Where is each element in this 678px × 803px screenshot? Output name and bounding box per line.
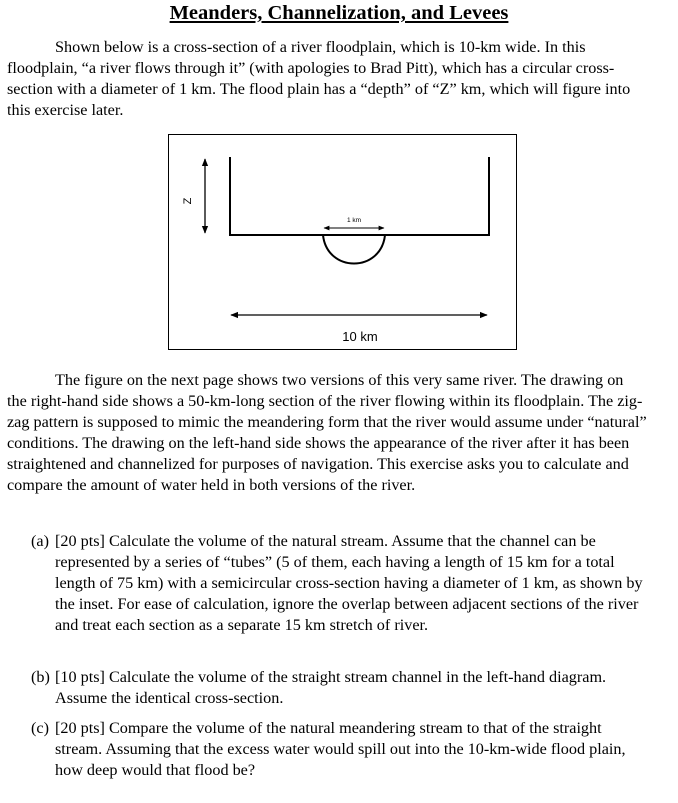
question-b-label: (b) — [31, 668, 50, 686]
question-a — [31, 531, 651, 636]
floodplain-width-label: 10 km — [342, 329, 378, 344]
floodplain-cross-section-figure — [168, 134, 517, 350]
channel-width-label: 1 km — [346, 217, 362, 224]
description-paragraph — [7, 370, 647, 495]
question-c-label: (c) — [31, 719, 49, 737]
intro-paragraph — [7, 37, 647, 121]
depth-label: Z — [182, 197, 194, 205]
page-title: Meanders, Channelization, and Levees — [169, 2, 509, 24]
intro-text: Shown below is a cross-section of a river floodplain, which is 10-km wide. In this floodplain, “a river flows through it” (with apologies to Brad Pitt), which has a circular cross-section with a diameter of 1 km. The flood plain has a “depth” of “Z” km, which will figure into this exercise later. — [7, 38, 631, 119]
cross-section-diagram — [169, 135, 518, 351]
question-b-text: [10 pts] Calculate the volume of the straight stream channel in the left-hand diagram. Assume the identical cross-section. — [55, 668, 607, 707]
question-b — [31, 667, 651, 709]
question-c — [31, 718, 651, 781]
question-a-label: (a) — [31, 532, 49, 550]
question-c-text: [20 pts] Compare the volume of the natural meandering stream to that of the straight stream. Assuming that the excess water would spill out into the 10-km-wide flood plain, how deep would that flood be? — [55, 719, 626, 779]
description-text: The figure on the next page shows two versions of this very same river. The drawing on the right-hand side shows a 50-km-long section of the river flowing within its floodplain. The zig-zag pattern is supposed to mimic the meandering form that the river would assume under “natural” conditions. The drawing on the left-hand side shows the appearance of the river after it has been straightened and channelized for purposes of navigation. This exercise asks you to calculate and compare the amount of water held in both versions of the river. — [7, 371, 647, 494]
question-a-text: [20 pts] Calculate the volume of the natural stream. Assume that the channel can be represented by a series of “tubes” (5 of them, each having a length of 15 km for a total length of 75 km) with a semicircular cross-section having a diameter of 1 km, as shown by the inset. For ease of calculation, ignore the overlap between adjacent sections of the river and treat each section as a separate 15 km stretch of river. — [55, 532, 643, 634]
river-channel — [323, 235, 385, 264]
